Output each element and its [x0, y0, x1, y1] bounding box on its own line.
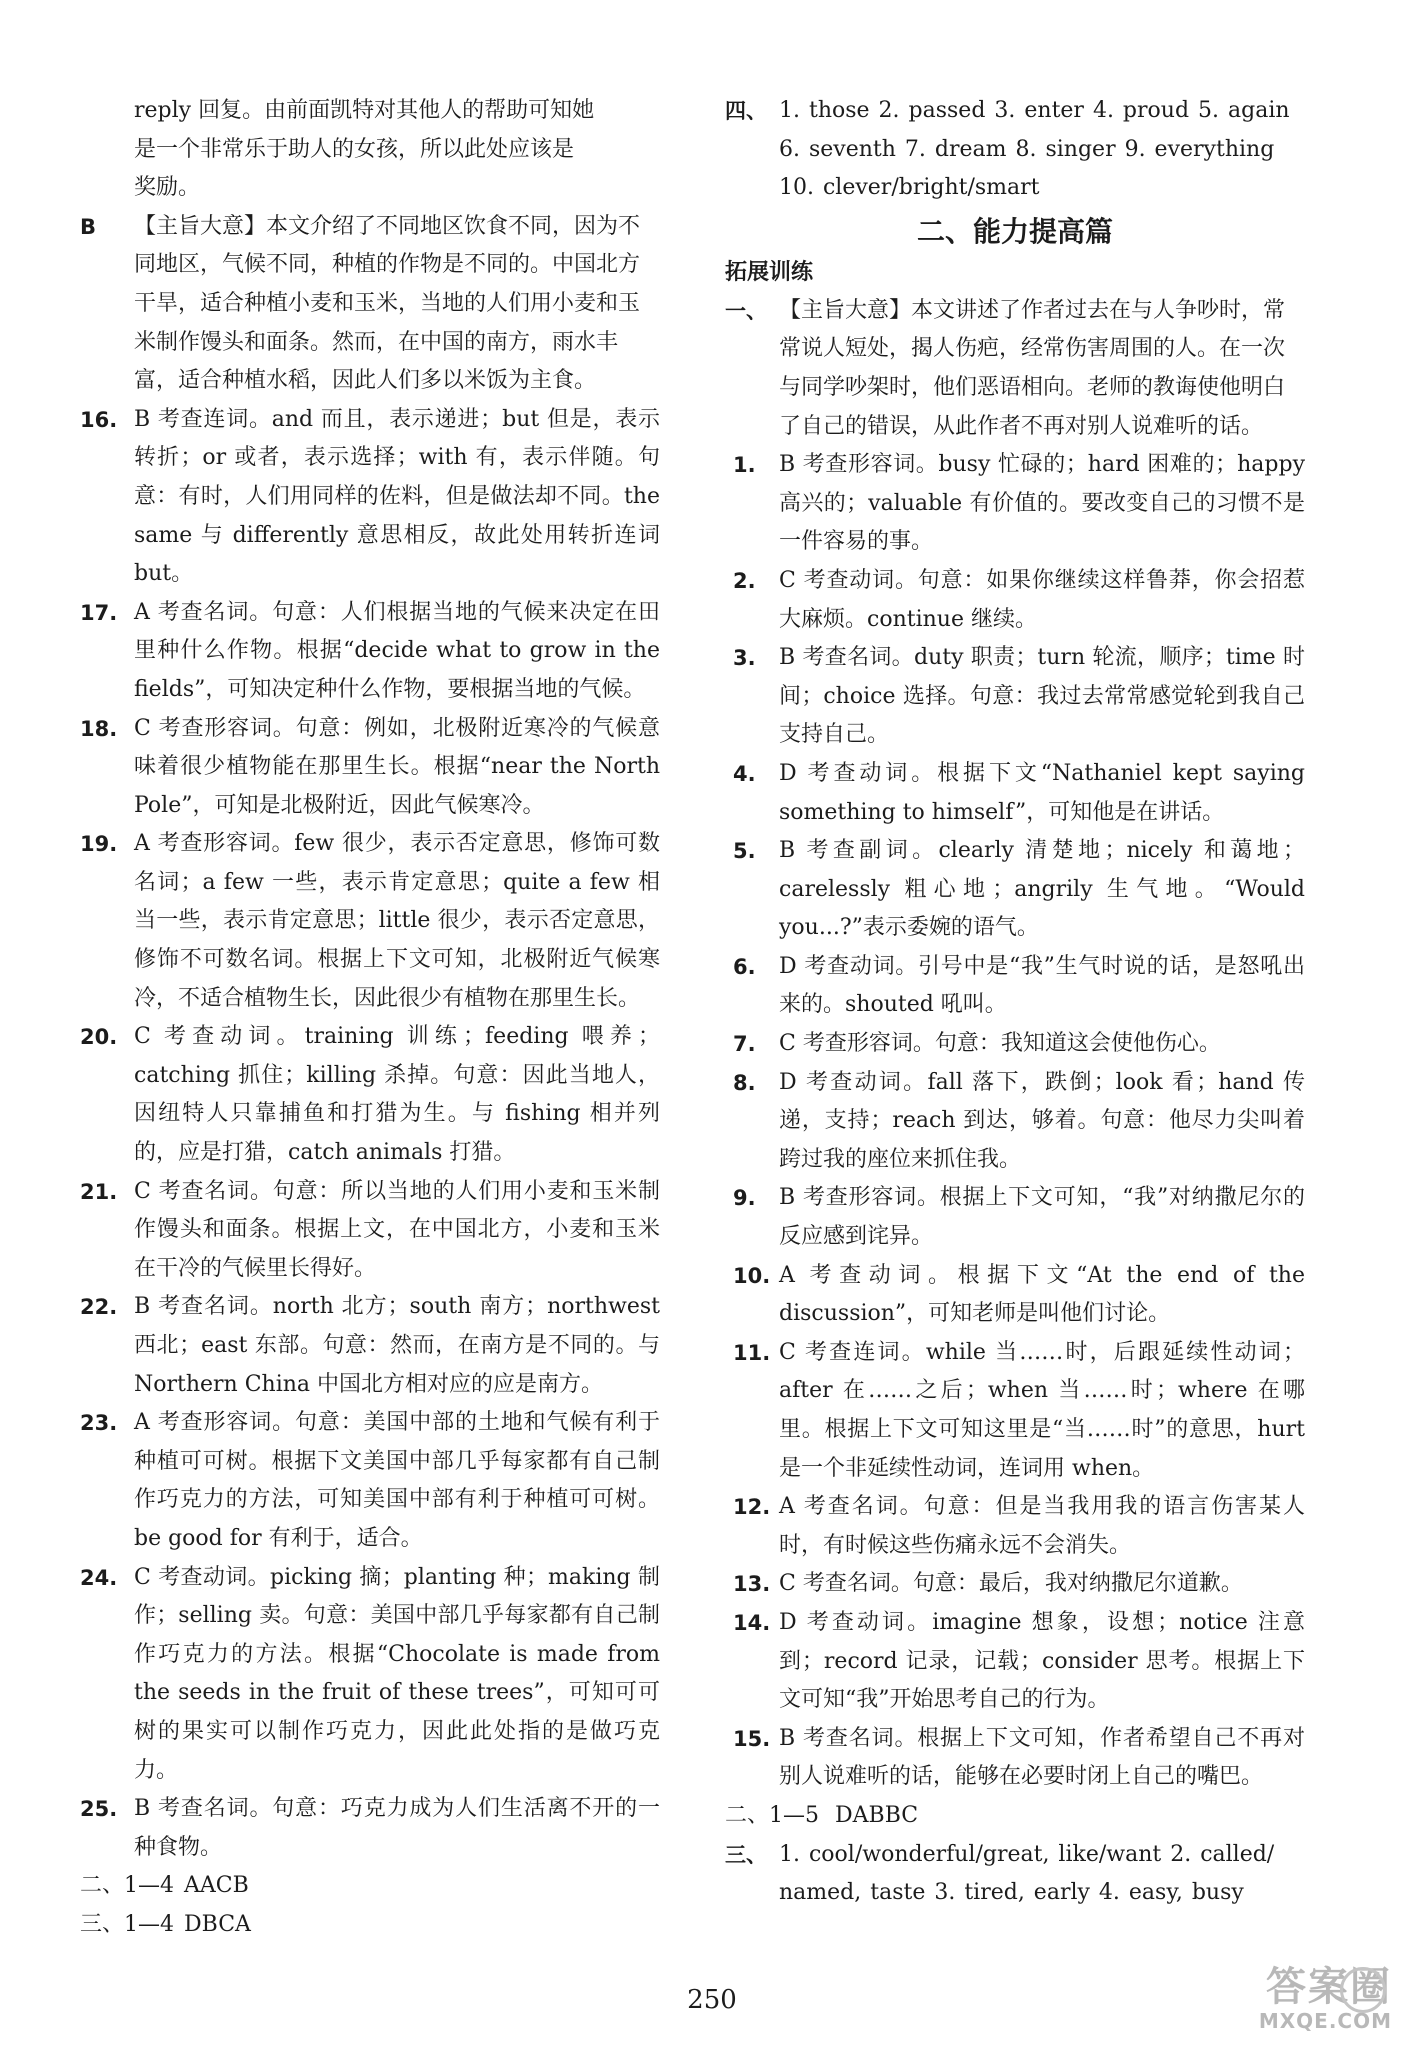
- answer-number: 8.: [733, 1070, 756, 1095]
- answer-item: [725, 1604, 1305, 1720]
- passage-tag: 一、: [725, 298, 767, 323]
- answer-line-3: [80, 1906, 660, 1945]
- answer-number: 7.: [733, 1032, 756, 1057]
- passage-b-tag: B: [80, 214, 97, 239]
- answer-text: A 考查名词。句意：人们根据当地的气候来决定在田里种什么作物。根据“decide what to grow in the fields”，可知决定种什么作物，要根据当地的气候。: [134, 599, 660, 702]
- answer-text: A 考查动词。根据下文“At the end of the discussion”，可知老师是叫他们讨论。: [779, 1262, 1305, 1327]
- answer-item: [725, 446, 1305, 562]
- answer-item: [725, 948, 1305, 1025]
- answer-item: [80, 1173, 660, 1289]
- watermark-title: 答案圈: [1266, 1964, 1392, 2010]
- answer-number: 13.: [733, 1572, 771, 1597]
- left-answer-list: [80, 401, 660, 1868]
- passage-summary: [725, 292, 1305, 446]
- right-answer-list: [725, 446, 1305, 1797]
- answer-number: 1.: [733, 453, 756, 478]
- answer-item: [80, 594, 660, 710]
- passage-text: 【主旨大意】本文讲述了作者过去在与人争吵时，常常说人短处，揭人伤疤，经常伤害周围的人。在一次与同学吵架时，他们恶语相向。老师的教诲使他明白了自己的错误，从此作者不再对别人说难听的话。: [779, 297, 1286, 439]
- answer-number: 11.: [733, 1340, 771, 1365]
- answer-3-tag: 三、: [725, 1842, 767, 1867]
- intro-line: reply 回复。由前面凯特对其他人的帮助可知她: [134, 98, 595, 123]
- answer-text: B 考查名词。north 北方；south 南方；northwest 西北；east 东部。句意：然而，在南方是不同的。与 Northern China 中国北方相对应的应是南方。: [134, 1294, 660, 1397]
- passage-b-text: 【主旨大意】本文介绍了不同地区饮食不同，因为不同地区，气候不同，种植的作物是不同的。中国北方干旱，适合种植小麦和玉米，当地的人们用小麦和玉米制作馒头和面条。然而，在中国的南方，雨水丰富，适合种植水稻，因此人们多以米饭为主食。: [134, 213, 641, 394]
- answer-line-2: [725, 1797, 1305, 1836]
- answer-number: 22.: [80, 1295, 118, 1320]
- answer-number: 4.: [733, 761, 756, 786]
- answer-text: B 考查形容词。根据上下文可知，“我”对纳撒尼尔的反应感到诧异。: [779, 1185, 1305, 1250]
- answer-text: C 考查名词。句意：最后，我对纳撒尼尔道歉。: [779, 1571, 1243, 1597]
- answer-item: [725, 1720, 1305, 1797]
- answer-text: B 考查名词。根据上下文可知，作者希望自己不再对别人说难听的话，能够在必要时闭上自己的嘴巴。: [779, 1725, 1305, 1790]
- answer-text: A 考查名词。句意：但是当我用我的语言伤害某人时，有时候这些伤痛永远不会消失。: [779, 1494, 1305, 1558]
- answer-text: D 考查动词。根据下文“Nathaniel kept saying something to himself”，可知他是在讲话。: [779, 760, 1305, 825]
- answer-3-value: DBCA: [184, 1911, 251, 1937]
- answer-number: 21.: [80, 1179, 118, 1204]
- answer-text: C 考查形容词。句意：例如，北极附近寒冷的气候意味着很少植物能在那里生长。根据“near the North Pole”，可知是北极附近，因此气候寒冷。: [134, 715, 660, 818]
- answer-text: C 考查形容词。句意：我知道这会使他伤心。: [779, 1031, 1221, 1057]
- section-four: [725, 92, 1305, 208]
- answer-number: 24.: [80, 1565, 118, 1590]
- intro-line: 是一个非常乐于助人的女孩，所以此处应该是: [134, 136, 575, 162]
- answer-number: 5.: [733, 839, 756, 864]
- answer-item: [80, 710, 660, 826]
- answer-text: A 考查形容词。句意：美国中部的土地和气候有利于种植可可树。根据下文美国中部几乎每家都有自己制作巧克力的方法，可知美国中部有利于种植可可树。be good for 有利于，适合。: [134, 1410, 660, 1551]
- answer-text: D 考查动词。imagine 想象，设想；notice 注意到；record 记录，记载；consider 思考。根据上下文可知“我”开始思考自己的行为。: [779, 1609, 1305, 1713]
- answer-item: [725, 1488, 1305, 1565]
- answer-2-value: DABBC: [835, 1802, 919, 1828]
- answer-text: C 考查名词。句意：所以当地的人们用小麦和玉米制作馒头和面条。根据上文，在中国北方，小麦和玉米在干冷的气候里长得好。: [134, 1178, 660, 1281]
- answer-2-tag: 二、1—4: [80, 1873, 174, 1899]
- answer-item: [80, 1404, 660, 1558]
- answer-item: [80, 401, 660, 594]
- answer-item: [80, 1018, 660, 1172]
- answer-text: C 考查动词。句意：如果你继续这样鲁莽，你会招惹大麻烦。continue 继续。: [779, 567, 1305, 632]
- answer-number: 25.: [80, 1797, 118, 1822]
- answer-item: [725, 1179, 1305, 1256]
- answer-item: [725, 639, 1305, 755]
- answer-number: 9.: [733, 1186, 756, 1211]
- answer-text: D 考查动词。引号中是“我”生气时说的话，是怒吼出来的。shouted 吼叫。: [779, 953, 1305, 1018]
- intro-line: 奖励。: [134, 175, 201, 201]
- section-four-line: 6. seventh 7. dream 8. singer 9. everything: [779, 136, 1275, 162]
- answer-3-tag: 三、1—4: [80, 1911, 174, 1937]
- answer-item: [80, 1288, 660, 1404]
- subsection-title: 拓展训练: [725, 259, 814, 285]
- answer-text: B 考查名词。duty 职责；turn 轮流，顺序；time 时间；choice 选择。句意：我过去常常感觉轮到我自己支持自己。: [779, 645, 1305, 748]
- answer-item: [725, 755, 1305, 832]
- answer-text: C 考查动词。picking 摘；planting 种；making 制作；selling 卖。句意：美国中部几乎每家都有自己制作巧克力的方法。根据“Chocolate is made from the seeds in the fruit of these trees”，可知可可树的果实可以制作巧克力，因此此处指的是做巧克力。: [134, 1564, 660, 1783]
- answer-number: 2.: [733, 568, 756, 593]
- answer-item: [725, 1334, 1305, 1488]
- answer-item: [725, 1257, 1305, 1334]
- answer-number: 15.: [733, 1726, 771, 1751]
- answer-item: [80, 1790, 660, 1867]
- answer-3-line: 1. cool/wonderful/great, like/want 2. called/: [779, 1841, 1275, 1867]
- answer-number: 16.: [80, 407, 118, 432]
- answer-item: [725, 562, 1305, 639]
- answer-number: 10.: [733, 1263, 771, 1288]
- answer-item: [725, 1064, 1305, 1180]
- answer-line-2: [80, 1867, 660, 1906]
- answer-text: C 考查动词。training 训练；feeding 喂养；catching 抓住；killing 杀掉。句意：因此当地人，因纽特人只靠捕鱼和打猎为生。与 fishing 相并列的，应是打猎，catch animals 打猎。: [134, 1024, 660, 1166]
- answer-number: 18.: [80, 716, 118, 741]
- answer-text: B 考查连词。and 而且，表示递进；but 但是，表示转折；or 或者，表示选择；with 有，表示伴随。句意：有时，人们用同样的佐料，但是做法却不同。the same 与 differently 意思相反，故此处用转折连词 but。: [134, 406, 660, 587]
- watermark-seal-icon: [1340, 1967, 1386, 2013]
- section-four-line: 10. clever/bright/smart: [779, 175, 1040, 201]
- answer-text: C 考查连词。while 当……时，后跟延续性动词；after 在……之后；when 当……时；where 在哪里。根据上下文可知这里是“当……时”的意思，hurt 是一个非延续性动词，连词用 when。: [779, 1339, 1305, 1481]
- answer-item: [725, 1025, 1305, 1064]
- answer-item: [80, 825, 660, 1018]
- passage-b-summary: [80, 208, 660, 401]
- section-title: 二、能力提高篇: [916, 214, 1113, 248]
- answer-2-tag: 二、1—5: [725, 1802, 819, 1828]
- answer-number: 19.: [80, 832, 118, 857]
- answer-text: A 考查形容词。few 很少，表示否定意思，修饰可数名词；a few 一些，表示肯定意思；quite a few 相当一些，表示肯定意思；little 很少，表示否定意思，修饰不可数名词。根据上下文可知，北极附近气候寒冷，不适合植物生长，因此很少有植物在那里生长。: [134, 831, 660, 1011]
- intro-paragraph: [80, 92, 660, 208]
- section-four-tag: 四、: [725, 99, 767, 123]
- answer-2-value: AACB: [184, 1873, 249, 1899]
- answer-item: [725, 832, 1305, 948]
- answer-line-3: [725, 1836, 1305, 1913]
- section-four-line: 1. those 2. passed 3. enter 4. proud 5. again: [779, 98, 1290, 123]
- left-column: [80, 92, 660, 1945]
- answer-3-line: named, taste 3. tired, early 4. easy, busy: [779, 1880, 1244, 1906]
- answer-text: B 考查形容词。busy 忙碌的；hard 困难的；happy 高兴的；valuable 有价值的。要改变自己的习惯不是一件容易的事。: [779, 452, 1305, 555]
- answer-number: 6.: [733, 954, 756, 979]
- answer-number: 23.: [80, 1411, 118, 1436]
- answer-item: [725, 1565, 1305, 1604]
- answer-number: 12.: [733, 1495, 771, 1520]
- page-number: 250: [687, 1985, 737, 2015]
- answer-text: D 考查动词。fall 落下，跌倒；look 看；hand 传递，支持；reach 到达，够着。句意：他尽力尖叫着跨过我的座位来抓住我。: [779, 1069, 1305, 1172]
- answer-item: [80, 1559, 660, 1791]
- answer-number: 20.: [80, 1025, 118, 1050]
- answer-number: 3.: [733, 646, 756, 671]
- watermark-url: MXQE.COM: [1258, 2009, 1392, 2033]
- answer-text: B 考查副词。clearly 清楚地；nicely 和蔼地；carelessly 粗心地；angrily 生气地。“Would you...?”表示委婉的语气。: [779, 838, 1305, 941]
- answer-text: B 考查名词。句意：巧克力成为人们生活离不开的一种食物。: [134, 1796, 660, 1860]
- watermark-logo: [1182, 1965, 1392, 2043]
- right-column: [725, 92, 1305, 1913]
- answer-number: 14.: [733, 1610, 771, 1635]
- answer-number: 17.: [80, 600, 118, 625]
